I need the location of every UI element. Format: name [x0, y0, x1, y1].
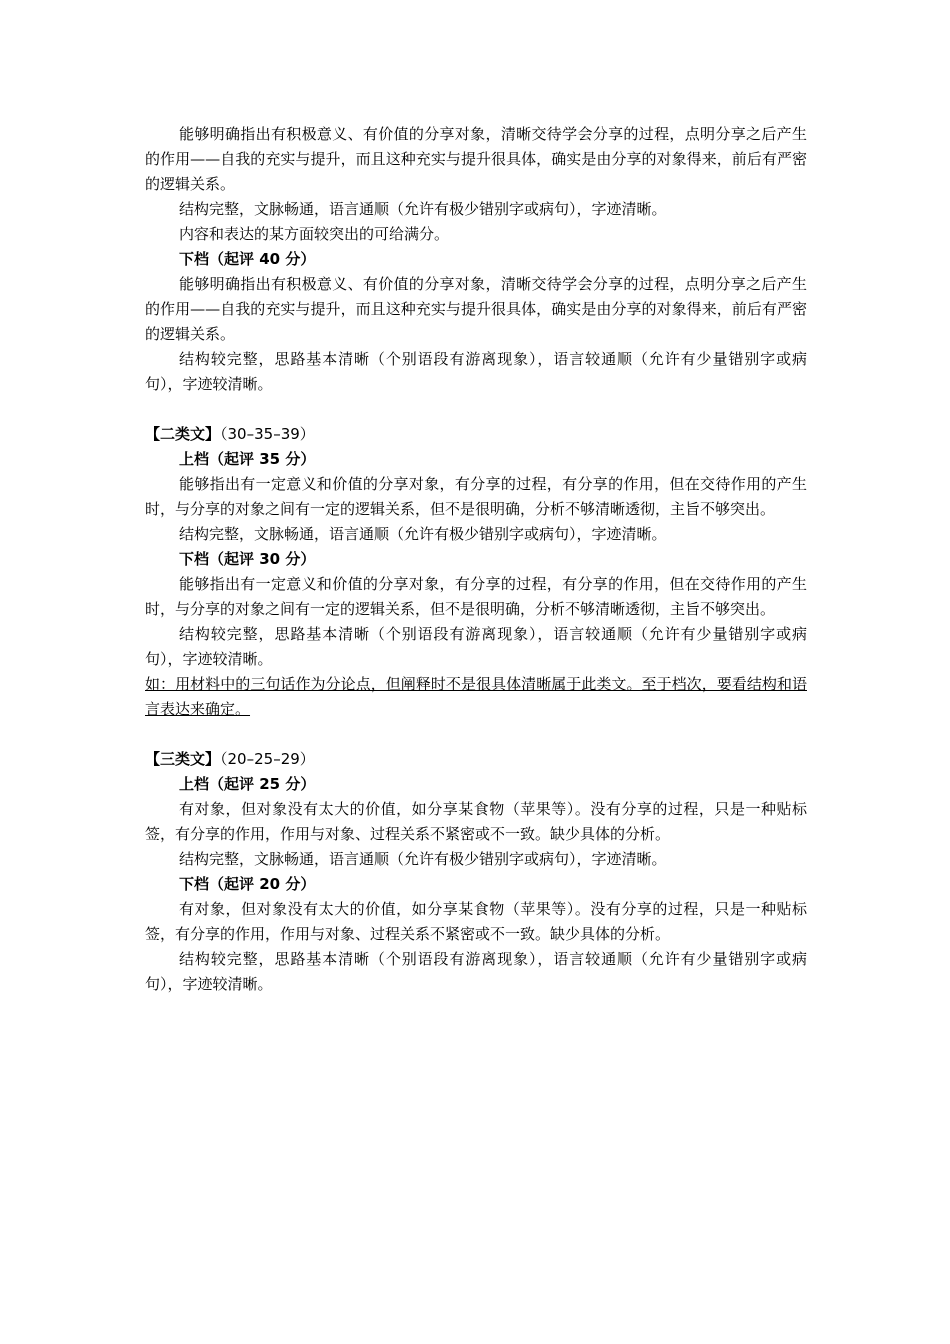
category-3-lower-paragraph-1: 有对象，但对象没有太大的价值，如分享某食物（苹果等）。没有分享的过程，只是一种贴标签，有分享的作用，作用与对象、过程关系不紧密或不一致。缺少具体的分析。	[145, 900, 807, 943]
category-2-upper-paragraph-1: 能够指出有一定意义和价值的分享对象，有分享的过程，有分享的作用，但在交待作用的产生时，与分享的对象之间有一定的逻辑关系，但不是很明确，分析不够清晰透彻，主旨不够突出。	[145, 475, 807, 518]
intro-lower-tier-heading: 下档（起评 40 分）	[179, 250, 316, 268]
category-2-lower-tier-heading: 下档（起评 30 分）	[179, 550, 316, 568]
intro-paragraph-3: 内容和表达的某方面较突出的可给满分。	[179, 225, 450, 243]
category-2-upper-paragraph-2: 结构完整，文脉畅通，语言通顺（允许有极少错别字或病句），字迹清晰。	[179, 525, 667, 543]
category-3-range: （20–25–29）	[220, 750, 315, 768]
category-2-upper-tier-heading: 上档（起评 35 分）	[179, 450, 316, 468]
category-2-heading	[145, 422, 807, 447]
category-2-lower-paragraph-1: 能够指出有一定意义和价值的分享对象，有分享的过程，有分享的作用，但在交待作用的产生时，与分享的对象之间有一定的逻辑关系，但不是很明确，分析不够清晰透彻，主旨不够突出。	[145, 575, 807, 618]
category-3-name: 【三类文】	[145, 750, 221, 768]
document-page	[145, 122, 807, 997]
category-3-heading	[145, 747, 807, 772]
category-3-upper-tier-heading: 上档（起评 25 分）	[179, 775, 316, 793]
section-gap	[145, 722, 807, 747]
intro-paragraph-4: 能够明确指出有积极意义、有价值的分享对象，清晰交待学会分享的过程，点明分享之后产生的作用——自我的充实与提升，而且这种充实与提升很具体，确实是由分享的对象得来，前后有严密的逻辑关系。	[145, 275, 807, 343]
category-3-lower-tier-heading: 下档（起评 20 分）	[179, 875, 316, 893]
category-2-lower-paragraph-2: 结构较完整，思路基本清晰（个别语段有游离现象），语言较通顺（允许有少量错别字或病句），字迹较清晰。	[145, 625, 807, 668]
category-2-note: 如：用材料中的三句话作为分论点，但阐释时不是很具体清晰属于此类文。至于档次，要看结构和语言表达来确定。	[145, 675, 807, 718]
category-3-upper-paragraph-1: 有对象，但对象没有太大的价值，如分享某食物（苹果等）。没有分享的过程，只是一种贴标签，有分享的作用，作用与对象、过程关系不紧密或不一致。缺少具体的分析。	[145, 800, 807, 843]
intro-paragraph-2: 结构完整，文脉畅通，语言通顺（允许有极少错别字或病句），字迹清晰。	[179, 200, 667, 218]
section-gap	[145, 397, 807, 422]
category-2-name: 【二类文】	[145, 425, 221, 443]
intro-paragraph-5: 结构较完整，思路基本清晰（个别语段有游离现象），语言较通顺（允许有少量错别字或病句），字迹较清晰。	[145, 350, 807, 393]
category-3-upper-paragraph-2: 结构完整，文脉畅通，语言通顺（允许有极少错别字或病句），字迹清晰。	[179, 850, 667, 868]
intro-paragraph-1: 能够明确指出有积极意义、有价值的分享对象，清晰交待学会分享的过程，点明分享之后产生的作用——自我的充实与提升，而且这种充实与提升很具体，确实是由分享的对象得来，前后有严密的逻辑关系。	[145, 125, 807, 193]
category-3-lower-paragraph-2: 结构较完整，思路基本清晰（个别语段有游离现象），语言较通顺（允许有少量错别字或病句），字迹较清晰。	[145, 950, 807, 993]
category-2-range: （30–35–39）	[220, 425, 315, 443]
